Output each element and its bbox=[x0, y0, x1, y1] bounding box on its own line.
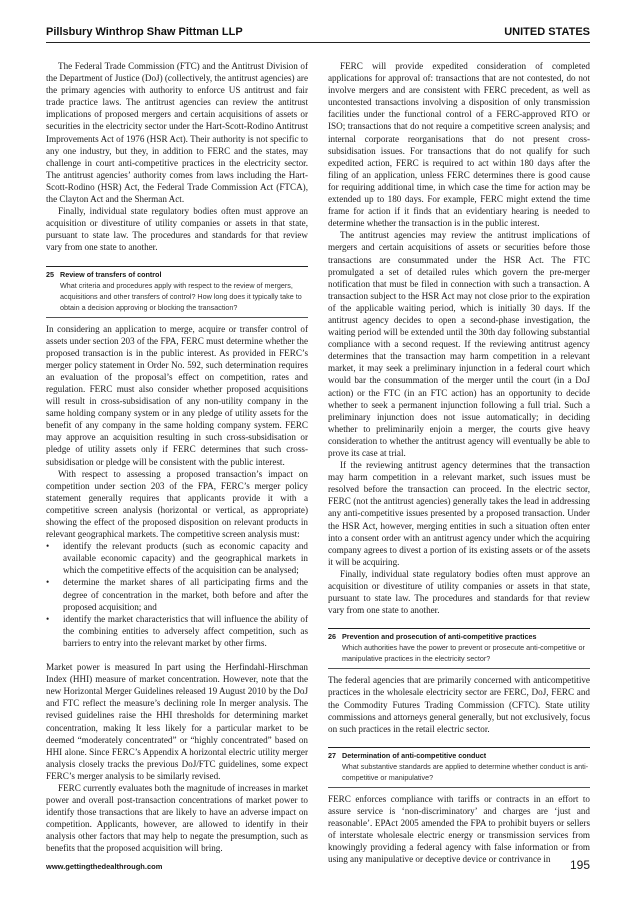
question-number: 27 bbox=[328, 750, 336, 760]
country-label: UNITED STATES bbox=[504, 26, 590, 38]
bullet-icon: • bbox=[46, 613, 50, 624]
paragraph: FERC currently evaluates both the magnitude of increases in market power and overall post-transaction concentrations of market power to identify those transactions that are likely to have an adverse impact on competition. Applicants, however, are allowed to identify in their analysis other factors that may help to negate the presumption, such as benefits that the proposed acquisition will bring. bbox=[46, 782, 308, 854]
list-item: • determine the market shares of all participating firms and the degree of concentration in the market, both before and after the proposed acquisition; and bbox=[46, 577, 308, 612]
paragraph: With respect to assessing a proposed transaction’s impact on competition under section 203 of the FPA, FERC’s merger policy statement generally requires that applicants provide it with a competitive screen analysis (horizontal or vertical, as appropriate) showing the effect of the proposed disposition on relevant products in relevant geographical markets. The competitive screen analysis must: bbox=[46, 468, 308, 540]
bullet-icon: • bbox=[46, 577, 50, 588]
right-column bbox=[328, 60, 590, 865]
paragraph: Finally, individual state regulatory bodies often must approve an acquisition or divestiture of utility companies or assets in that state, pursuant to state law. The procedures and standards for that review vary from one state to another. bbox=[328, 568, 590, 616]
list-item: • identify the relevant products (such as economic capacity and available economic capacity) and the geographical markets in which the competitive effects of the acquisition can be analysed; bbox=[46, 541, 308, 576]
paragraph: Finally, individual state regulatory bodies often must approve an acquisition or divestiture of utility companies or assets in that state, pursuant to state law. The procedures and standards for that review vary from one state to another. bbox=[46, 206, 308, 253]
question-number: 26 bbox=[328, 632, 336, 642]
paragraph: The antitrust agencies may review the antitrust implications of mergers and certain acquisitions of assets or securities before those transactions are consummated under the HSR Act. The FTC promulgated a set of detailed rules which govern the pre-merger notification that must be filed in connection with such a transaction. A transaction subject to the HSR Act may not close prior to the expiration of the applicable waiting period, which is initially 30 days. If the antitrust agency decides to open a second-phase investigation, the waiting period will be extended until the 30th day following substantial compliance with a second request. If the reviewing antitrust agency determines that the transaction may harm competition in a relevant market, it may seek a preliminary injunction in a federal court which would bar the consummation of the merger until the court (in a DoJ action) or the FTC (in an FTC action) has an opportunity to decide whether to seek a permanent injunction following a full trial. Such a preliminary injunction does not issue automatically; in deciding whether to preliminarily enjoin a merger, the courts give heavy consideration to whether the antitrust agency will eventually be able to prove its case at trial. bbox=[328, 230, 590, 458]
criteria-list bbox=[46, 540, 308, 649]
footer-link[interactable]: www.gettingthedealthrough.com bbox=[46, 862, 163, 871]
question-text: What substantive standards are applied to determine whether conduct is anti-competitive or manipulative? bbox=[342, 761, 589, 782]
question-box-25 bbox=[46, 266, 308, 318]
paragraph: In considering an application to merge, acquire or transfer control of assets under section 203 of the FPA, FERC must determine whether the proposed transaction is in the public interest. As provided in FERC’s merger policy statement in Order No. 592, such determination requires an evaluation of the proposal’s effect on competition, rates and regulation. FERC must also consider whether proposed acquisitions will result in cross-subsidisation of any non-utility company in the same holding company system or in any pledge of utility assets for the benefit of any company in the same holding company system. FERC may approve an acquisition resulting in such cross-subsidisation or pledge of utility assets only if FERC determines that such cross-subsidisation or pledge will be consistent with the public interest. bbox=[46, 323, 308, 467]
question-title: Review of transfers of control bbox=[60, 269, 162, 279]
bullet-icon: • bbox=[46, 541, 50, 552]
paragraph: The Federal Trade Commission (FTC) and the Antitrust Division of the Department of Justice (DoJ) (collectively, the antitrust agencies) are the primary agencies with authority to enforce US antitrust and fair trade practice laws. The antitrust agencies can review the antitrust implications of proposed mergers and certain acquisitions of assets or securities in the electricity sector under the Hart-Scott-Rodino Antitrust Improvements Act of 1976 (HSR Act). Their authority is not specific to any one industry, but they, in addition to FERC and the states, may challenge in court anti-competitive practices in the electricity sector. The antitrust agencies’ authority comes from laws including the Hart-Scott-Rodino (HSR) Act, the Federal Trade Commission Act (FTCA), the Clayton Act and the Sherman Act. bbox=[46, 61, 308, 205]
header-rule bbox=[46, 42, 590, 43]
list-item: • identify the market characteristics that will influence the ability of the combining entities to adversely affect competition, such as barriers to entry into the relevant market by other firms. bbox=[46, 613, 308, 648]
question-number: 25 bbox=[46, 269, 54, 279]
question-box-27 bbox=[328, 747, 590, 788]
left-column bbox=[46, 60, 308, 855]
paragraph: FERC enforces compliance with tariffs or contracts in an effort to assure service is ‘non-discriminatory’ and charges are ‘just and reasonable’. EPAct 2005 amended the FPA to prohibit buyers or sellers of interstate wholesale electric energy or transmission services from knowingly providing a federal agency with false information or from using any manipulative or deceptive device or contrivance in bbox=[328, 793, 590, 865]
question-title: Prevention and prosecution of anti-competitive practices bbox=[342, 632, 537, 642]
page-header bbox=[46, 22, 590, 42]
question-box-26 bbox=[328, 628, 590, 669]
paragraph: Market power is measured In part using the Herfindahl-Hirschman Index (HHI) measure of market concentration. However, note that the new Horizontal Merger Guidelines released 19 August 2010 by the DoJ and FTC reflect the measure’s declining role In merger analysis. The revised guidelines raise the HHI thresholds for determining market concentration, making It less likely for a particular market to be deemed “moderately concentrated” or “highly concentrated” based on HHI alone. Since FERC’s Appendix A horizontal electric utility merger analysis closely tracks the previous DoJ/FTC guidelines, some expect FERC’s merger analysis to be similarly revised. bbox=[46, 662, 308, 781]
paragraph: The federal agencies that are primarily concerned with anticompetitive practices in the wholesale electricity sector are FERC, DoJ, FERC and the Commodity Futures Trading Commission (CFTC). State utility commissions and attorneys general generally, but not exclusively, focus on such practices in the retail electric sector. bbox=[328, 675, 590, 734]
paragraph: If the reviewing antitrust agency determines that the transaction may harm competition in a relevant market, such issues must be resolved before the transaction can proceed. In the electric sector, FERC (not the antitrust agencies) generally takes the lead in addressing any anti-competitive issues presented by a proposed transaction. Under the HSR Act, however, merging entities in such a situation often enter into a consent order with an antitrust agency under which the acquiring company agrees to divest a portion of its existing assets or of the assets it will be acquiring. bbox=[328, 460, 590, 567]
page-number: 195 bbox=[569, 858, 590, 872]
question-text: Which authorities have the power to prevent or prosecute anti-competitive or manipulative practices in the electricity sector? bbox=[342, 643, 585, 664]
paragraph: FERC will provide expedited consideration of completed applications for approval of: transactions that are not contested, do not involve mergers and are consistent with FERC precedent, as well as uncontested transactions involving a disposition of only transmission facilities under the functional control of a FERC-approved RTO or ISO; transactions that do not require a competitive screen analysis; and internal corporate reorganisations that do not present cross-subsidisation issues. For transactions that do not qualify for such expedited action, FERC is required to act within 180 days after the filing of an application, unless FERC determines there is good cause for requiring additional time, in which case the time for action may be extended up to 180 days. For example, FERC might extend the time frame for action if it finds that an evidentiary hearing is needed to determine whether the transaction is in the public interest. bbox=[328, 61, 590, 229]
page-footer bbox=[46, 858, 590, 876]
question-title: Determination of anti-competitive conduct bbox=[342, 750, 487, 760]
question-text: What criteria and procedures apply with respect to the review of mergers, acquisitions and other transfers of control? How long does it typically take to obtain a decision approving or blocking the transaction? bbox=[60, 280, 302, 312]
firm-name: Pillsbury Winthrop Shaw Pittman LLP bbox=[46, 26, 243, 38]
